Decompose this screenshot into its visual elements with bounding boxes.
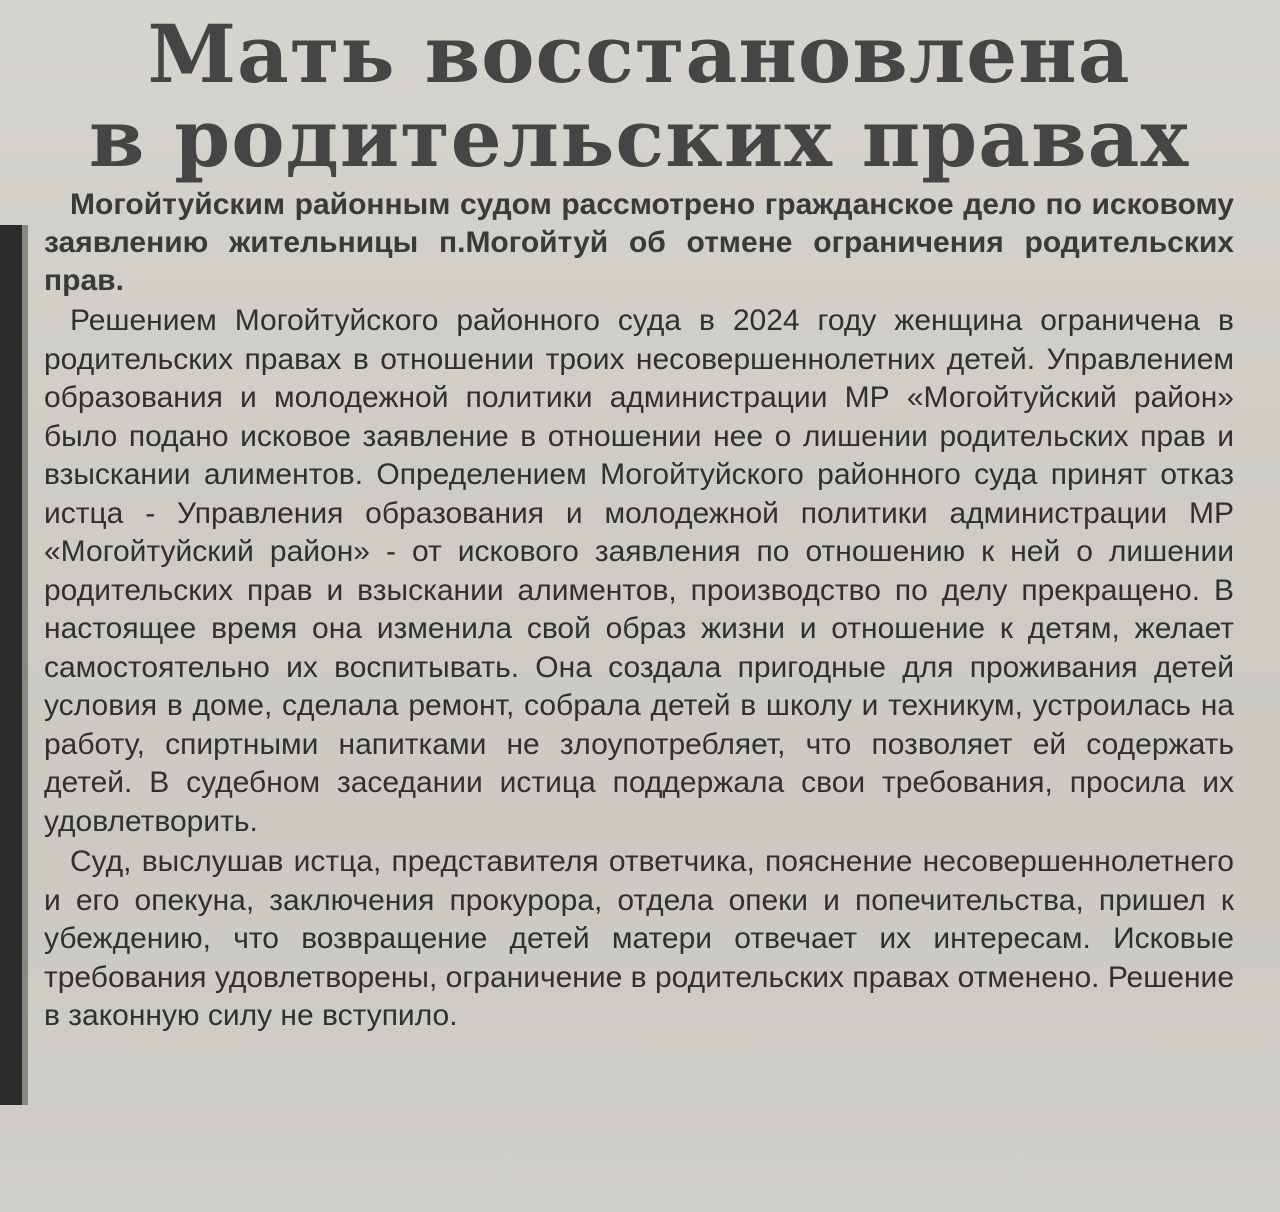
- body-paragraph-2: Суд, выслушав истца, представителя ответчика, пояснение несовершеннолетнего и его опекуна, заключения прокурора, отдела опеки и попечительства, пришел к убеждению, что возвращение детей матери отвечает их интересам. Исковые требования удовлетворены, ограничение в родительских правах отменено. Решение в законную силу не вступило.: [44, 845, 1234, 1032]
- article: [44, 7, 1234, 1036]
- headline-line-1: Мать восстановлена: [147, 7, 1131, 101]
- column-rule: [0, 225, 22, 1105]
- lead-paragraph: Могойтуйским районным судом рассмотрено гражданское дело по исковому заявлению жительницы п.Могойтуй об отмене ограничения родительских прав.: [44, 188, 1234, 297]
- headline: [44, 7, 1234, 185]
- body-paragraph-1: Решением Могойтуйского районного суда в 2024 году женщина ограничена в родительских правах в отношении троих несовершеннолетних детей. Управлением образования и молодежной политики администрации МР «Могойтуйский район» было подано исковое заявление в отношении нее о лишении родительских прав и взыскании алиментов. Определением Могойтуйского районного суда принят отказ истца - Управления образования и молодежной политики администрации МР «Могойтуйский район» - от искового заявления по отношению к ней о лишении родительских прав и взыскании алиментов, производство по делу прекращено. В настоящее время она изменила свой образ жизни и отношение к детям, желает самостоятельно их воспитывать. Она создала пригодные для проживания детей условия в доме, сделала ремонт, собрала детей в школу и техникум, устроилась на работу, спиртными напитками не злоупотребляет, что позволяет ей содержать детей. В судебном заседании истица поддержала свои требования, просила их удовлетворить.: [44, 304, 1234, 838]
- headline-line-2: в родительских правах: [88, 91, 1190, 185]
